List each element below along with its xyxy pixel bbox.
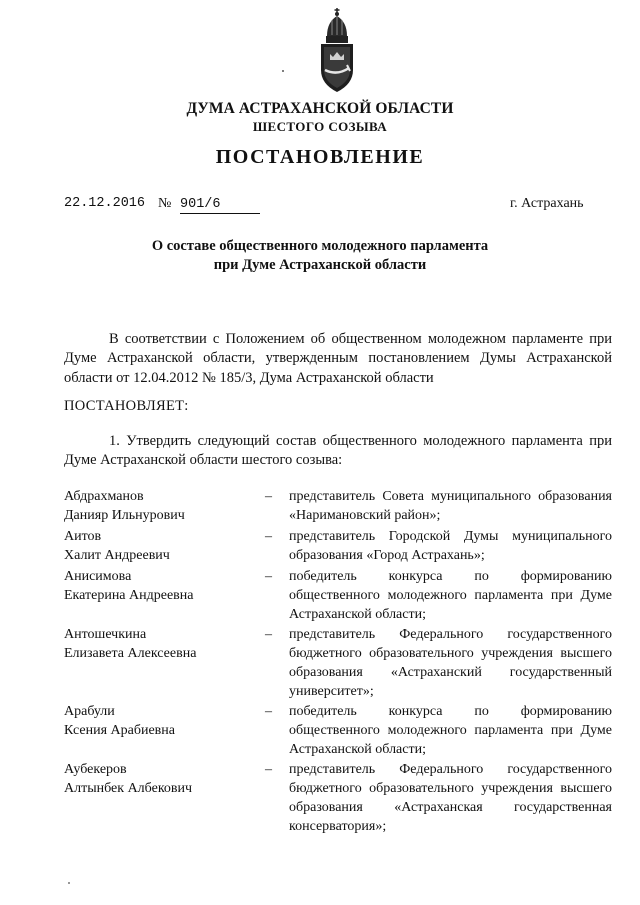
member-surname: Абдрахманов xyxy=(64,489,144,504)
member-dash: – xyxy=(265,569,272,584)
member-entry xyxy=(64,567,612,627)
member-surname: Анисимова xyxy=(64,569,132,584)
member-surname: Антошечкина xyxy=(64,627,147,642)
member-role: представитель Городской Думы муниципального образования «Город Астрахань»; xyxy=(289,529,612,563)
member-role: победитель конкурса по формированию общественного молодежного парламента при Думе Астраханской области; xyxy=(289,569,612,622)
scan-speck xyxy=(68,882,70,884)
member-name xyxy=(64,527,254,565)
member-surname: Аитов xyxy=(64,529,102,544)
document-subject xyxy=(0,237,640,275)
member-name xyxy=(64,760,254,798)
member-role: представитель Федерального государственного бюджетного образовательного учреждения высшего образования «Астраханский государственный университет»; xyxy=(289,627,612,699)
scan-speck xyxy=(282,70,284,72)
member-name xyxy=(64,487,254,525)
document-date: 22.12.2016 xyxy=(64,196,146,211)
member-given-name: Ксения Арабиевна xyxy=(64,723,175,738)
preamble-paragraph: В соответствии с Положением об общественном молодежном парламенте при Думе Астраханской области, утвержденным постановлением Думы Астраханской области от 12.04.2012 № 185/3, Дума Астраханской области xyxy=(64,331,612,386)
subject-line-2: при Думе Астраханской области xyxy=(213,257,427,273)
member-name xyxy=(64,625,254,663)
subject-line-1: О составе общественного молодежного парламента xyxy=(151,238,489,254)
member-surname: Аубекеров xyxy=(64,762,127,777)
document-type-title: ПОСТАНОВЛЕНИЕ xyxy=(215,146,425,168)
member-entry xyxy=(64,702,612,762)
coat-of-arms-icon xyxy=(311,8,363,94)
member-role: представитель Федерального государственного бюджетного образовательного учреждения высшего образования «Астраханская государственная консерватория»; xyxy=(289,762,612,834)
convocation-label: ШЕСТОГО СОЗЫВА xyxy=(252,119,388,134)
member-role: победитель конкурса по формированию общественного молодежного парламента при Думе Астраханской области; xyxy=(289,704,612,757)
member-surname: Арабули xyxy=(64,704,115,719)
member-dash: – xyxy=(265,529,272,544)
member-given-name: Халит Андреевич xyxy=(64,548,170,563)
member-dash: – xyxy=(265,489,272,504)
item-1-paragraph: 1. Утвердить следующий состав общественного молодежного парламента при Думе Астраханской области шестого созыва: xyxy=(64,433,612,469)
member-name xyxy=(64,702,254,740)
decree-label: ПОСТАНОВЛЯЕТ: xyxy=(64,398,189,414)
member-given-name: Екатерина Андреевна xyxy=(64,588,194,603)
member-given-name: Данияр Ильнурович xyxy=(64,508,185,523)
member-entry xyxy=(64,625,612,699)
member-dash: – xyxy=(265,627,272,642)
member-dash: – xyxy=(265,704,272,719)
member-dash: – xyxy=(265,762,272,777)
number-sign: № xyxy=(158,196,172,211)
document-number: 901/6 xyxy=(180,196,260,214)
member-name xyxy=(64,567,254,605)
document-city: г. Астрахань xyxy=(510,196,584,211)
member-given-name: Алтынбек Албекович xyxy=(64,781,193,796)
organization-name: ДУМА АСТРАХАНСКОЙ ОБЛАСТИ xyxy=(186,100,454,117)
member-role: представитель Совета муниципального образования «Наримановский район»; xyxy=(289,489,612,523)
member-given-name: Елизавета Алексеевна xyxy=(64,646,197,661)
member-entry xyxy=(64,760,612,834)
